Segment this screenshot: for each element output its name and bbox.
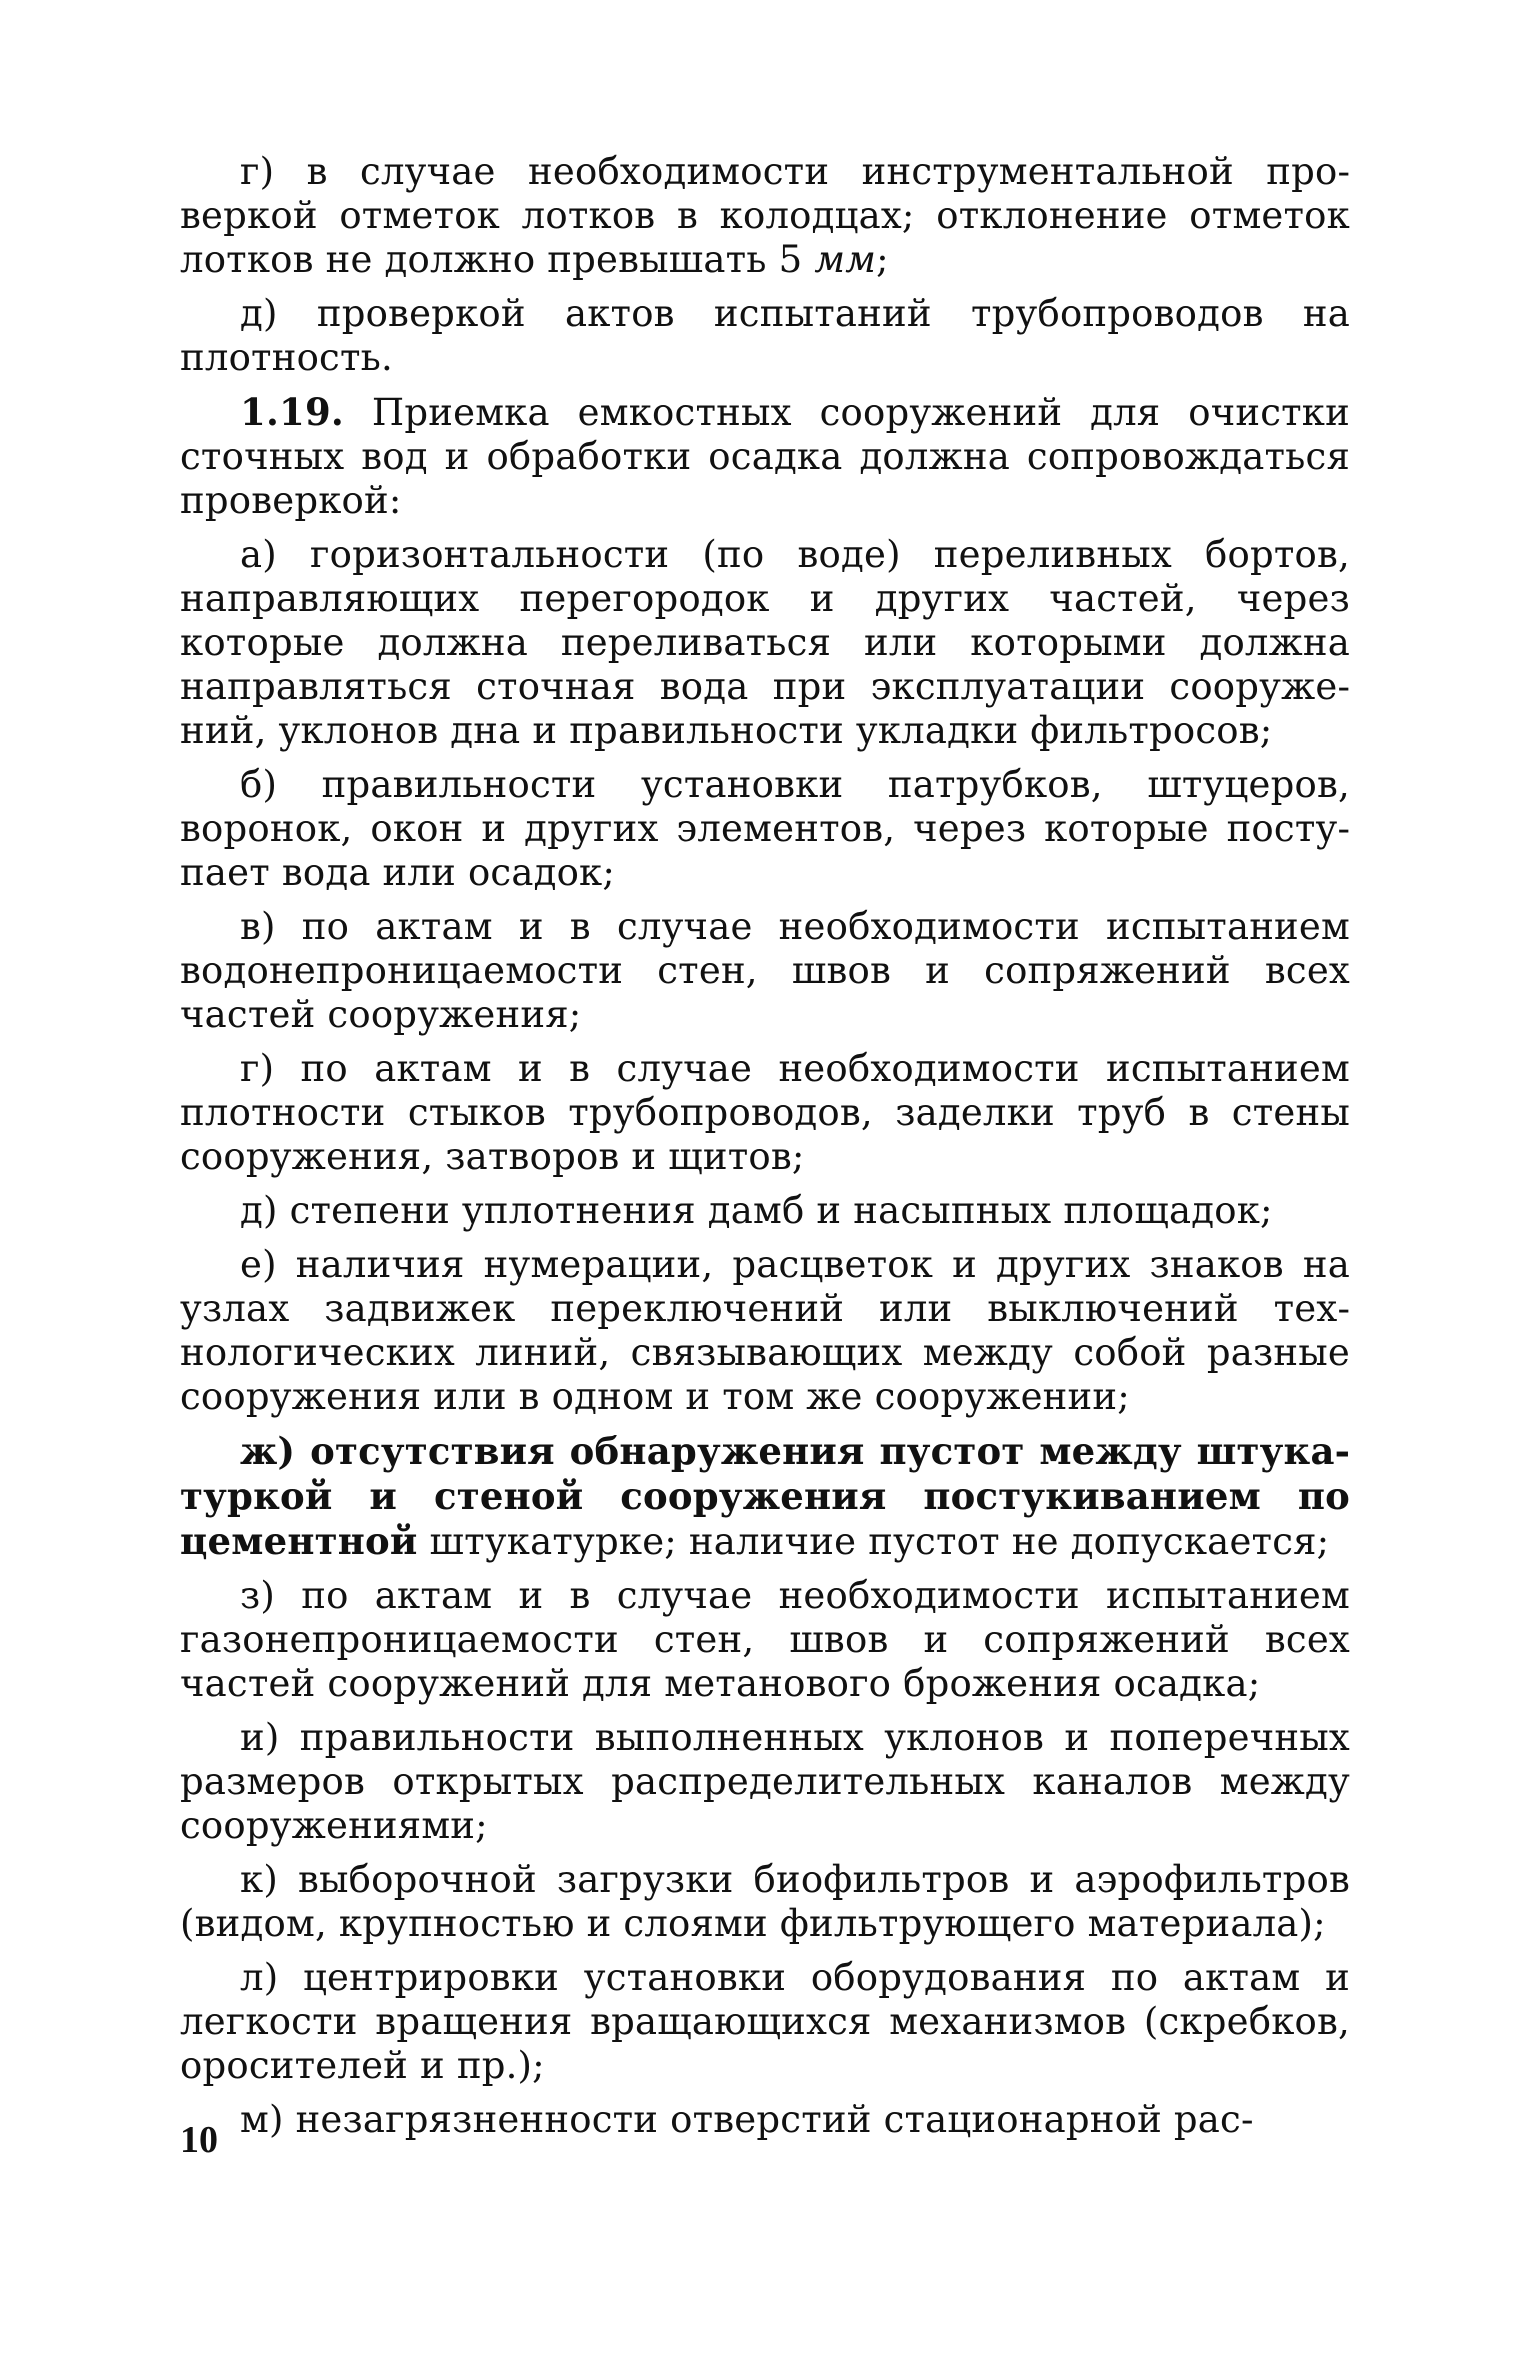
- paragraph-e: е) наличия нумерации, расцветок и других знаков на узлах задвижек переключений или выключений технологических линий, связывающих между собой разные сооружения или в одном и том же сооружении;: [180, 1243, 1350, 1418]
- paragraph-m: м) незагрязненности отверстий стационарной рас-: [240, 2098, 1254, 2141]
- paragraph-d-top: д) проверкой актов испытаний трубопроводов на плотность.: [180, 292, 1350, 379]
- paragraph-d: д) степени уплотнения дамб и насыпных площадок;: [240, 1189, 1273, 1232]
- paragraph-a: а) горизонтальности (по воде) переливных бортов, направляющих перегородок и других частей, через которые должна переливаться или которыми должна направляться сточная вода при эксплуатации сооружений, уклонов дна и правильности укладки фильтросов;: [180, 533, 1350, 752]
- paragraph-l: л) центрировки установки оборудования по актам и легкости вращения вращающихся механизмов (скребков, оросителей и пр.);: [180, 1956, 1350, 2087]
- section-1-19-text: Приемка емкостных сооружений для очистки сточных вод и обработки осадка должна сопровождаться проверкой:: [180, 391, 1350, 522]
- section-1-19-paragraph: [180, 390, 1350, 523]
- measurement-unit: мм: [814, 238, 877, 281]
- paragraph-k: к) выборочной загрузки биофильтров и аэрофильтров (видом, крупностью и слоями фильтрующего материала);: [180, 1858, 1350, 1945]
- paragraph-i: и) правильности выполненных уклонов и поперечных размеров открытых распределительных каналов между сооружениями;: [180, 1716, 1350, 1847]
- document-page: [180, 150, 1350, 2152]
- paragraph-g-top-text: г) в случае необходимости инструментальной проверкой отметок лотков в колодцах; отклонение отметок лотков не должно превышать 5: [180, 150, 1350, 281]
- paragraph-g-top: [180, 150, 1350, 282]
- paragraph-b: б) правильности установки патрубков, штуцеров, воронок, окон и других элементов, через которые поступает вода или осадок;: [180, 763, 1350, 894]
- paragraph-g-top-ending: ;: [876, 238, 889, 281]
- paragraph-zh: [180, 1429, 1350, 1564]
- paragraph-v: в) по актам и в случае необходимости испытанием водонепроницаемости стен, швов и сопряжений всех частей сооружения;: [180, 905, 1350, 1036]
- paragraph-zh-bold-text: ж) отсутствия обнаружения пустот между штукатуркой и стеной сооружения постукиванием по цементной: [180, 1429, 1350, 1563]
- paragraph-zh-text: штукатурке; наличие пустот не допускается;: [417, 1520, 1330, 1563]
- section-number: 1.19.: [240, 390, 344, 434]
- paragraph-z: з) по актам и в случае необходимости испытанием газонепроницаемости стен, швов и сопряжений всех частей сооружений для метанового брожения осадка;: [180, 1574, 1350, 1705]
- page-number: 10: [180, 2119, 218, 2161]
- paragraph-g: г) по актам и в случае необходимости испытанием плотности стыков трубопроводов, заделки труб в стены сооружения, затворов и щитов;: [180, 1047, 1350, 1178]
